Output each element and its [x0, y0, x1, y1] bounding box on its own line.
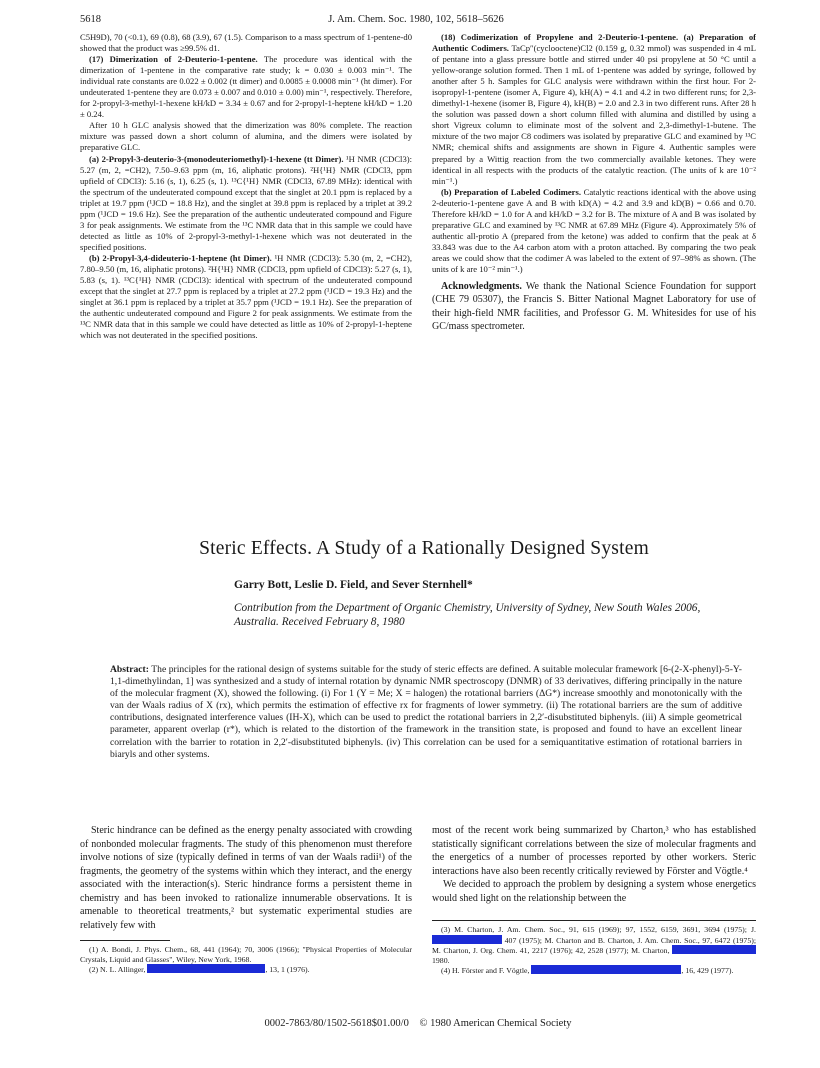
abstract-text: The principles for the rational design of systems suitable for the study of steric effects are defined. A suitable molecular framework [6-(2-X-phenyl)-5-Y-1,1-dimethylindan, 1] was synthesized and a study of internal rotation by dynamic NMR spectroscopy (DNMR) of 33 derivatives, differing principally in the nature of the molecular fragment (X), showed the following. (i) For 1 (Y = Me; X = halogen) the rotational barriers (ΔG*) increase smoothly and monotonically with the van der Waals radius of X (rx), which permits the estimation of effective rx for fragments of lower symmetry. (ii) The rotational barriers are the sum of additive contributions, designated interference values (IH-X), which can be used to predict the rotational barriers in 2,2′-disubstituted biphenyls. (iii) A simple geometrical parameter, apparent overlap (r*), which is related to the distortion of the framework in the transition state, is proposed and found to have an excellent linear correlation with the barrier to rotation in 2,2′-disubstituted biphenyls. (iv) This correlation can be used for a semiquantitative estimation of rotational barriers in biaryls and other systems. — [110, 664, 742, 760]
right-column-experimental — [432, 32, 756, 474]
footnote: (2) N. L. Allinger, , 13, 1 (1976). — [89, 965, 310, 975]
article-title: Steric Effects. A Study of a Rationally Designed System — [199, 538, 649, 559]
left-column-experimental — [80, 32, 412, 437]
journal-citation: J. Am. Chem. Soc. 1980, 102, 5618–5626 — [328, 14, 504, 25]
footnote: (4) H. Förster and F. Vögtle, , 16, 429 (1977). — [441, 966, 734, 976]
experimental-paragraph: C5H9D), 70 (<0.1), 69 (0.8), 68 (3.9), 67 (1.5). Comparison to a mass spectrum of 1-pentene-d0 showed that the product was ≥99.5% d1. — [80, 32, 412, 54]
abstract-label: Abstract: — [110, 664, 149, 675]
section-heading: (b) 2-Propyl-3,4-dideuterio-1-heptene (ht Dimer). — [89, 252, 272, 263]
body-text-left — [80, 824, 412, 934]
footnote: (3) M. Charton, J. Am. Chem. Soc., 91, 615 (1969); 97, 1552, 6159, 3691, 3694 (1975); J. 407 (1975); M. Charton and B. Charton, J. Am. Chem. Soc., 97, 6472 (1975); M. Charton, J. Org. Chem. 41, 2217 (1976); 42, 2528 (1977); M. Charton, 1980. — [432, 925, 756, 965]
article-authors: Garry Bott, Leslie D. Field, and Sever Sternhell* — [234, 579, 473, 591]
footnote-divider — [80, 940, 170, 941]
section-heading: (17) Dimerization of 2-Deuterio-1-pentene. — [89, 54, 258, 65]
redaction-box — [147, 964, 265, 973]
running-header — [80, 14, 752, 28]
section-heading: (b) Preparation of Labeled Codimers. — [441, 186, 581, 197]
experimental-paragraph: (a) 2-Propyl-3-deuterio-3-(monodeuteriomethyl)-1-hexene (tt Dimer). ¹H NMR (CDCl3): 5.27 (m, 2, =CH2), 7.50–9.63 ppm (m, 16, aliphatic protons). ²H{¹H} NMR (CDCl3, ppm upfield of CDCl3): 5.16 (s, 1), 6.25 (s, 1). ¹³C{¹H} NMR (CDCl3, 67.89 MHz): identical with the spectrum of the undeuterated compound except that the singlet at 20.1 ppm is replaced by a triplet at 19.7 ppm (¹JCD = 18.8 Hz), and the singlet at 39.8 ppm is replaced by a triplet at 39.2 ppm (¹JCD = 19.6 Hz). See the preparation of the authentic undeuterated compound and Figure 3 for peak assignments. We estimate from the ¹³C NMR data that in this sample we could have detected as little as 10% of 2-propyl-3-methyl-1-hexene which was not deuterated in the specified positions. — [80, 153, 412, 252]
redaction-box — [531, 965, 681, 974]
redaction-box — [672, 945, 756, 954]
article-code: 0002-7863/80/1502-5618$01.00/0 — [264, 1018, 409, 1029]
footnote: (1) A. Bondi, J. Phys. Chem., 68, 441 (1964); 70, 3006 (1966); "Physical Properties of Molecular Crystals, Liquid and Glasses", Wiley, New York, 1968. — [80, 945, 412, 964]
experimental-paragraph: (b) Preparation of Labeled Codimers. Catalytic reactions identical with the above using 2-deuterio-1-pentene gave A and B with kD(A) = 4.2 and 3.9 and kD(B) = 0.66 and 0.70. Therefore kH/kD = 1.0 for A and kH/kD = 3.2 for B. The mixture of A and B was isolated by preparative GLC and examined by ¹³C NMR at 67.89 MHz (Figure 4). Approximately 5% of authentic all-protio A (prepared from the ketone) was added to confirm that the peak at δ 33.843 was due to the A4 carbon atom with a proton attached. By comparing the two peak areas we could show that the codimer A was labeled to the extent of 97–98% as shown. (The units of k are 10⁻² min⁻¹.) — [432, 186, 756, 274]
experimental-paragraph: (18) Codimerization of Propylene and 2-Deuterio-1-pentene. (a) Preparation of Authentic Codimers. TaCp″(cyclooctene)Cl2 (0.159 g, 0.32 mmol) was suspended in 4 mL of pentane into a glass pressure bottle and stirred under 40 psi propylene at 50 °C until a yellow-orange solution formed. Then 1 mL of 1-pentene was added by syringe, followed by another after 5 h. Samples for GLC analysis were withdrawn within the first hour. For 2-isopropyl-1-pentene (isomer A, Figure 4), kH(A) = 4.1 and 4.2 in two different runs; for 2,3-dimethyl-1-hexene (isomer B, Figure 4), kH(B) = 2.0 and 2.3 in two different runs. After 28 h the solution was passed down a short column filled with alumina and distilled by using a short Vigreux column to eliminate most of the solvent and 2,3-dimethyl-1-butene. The mixture of the two major C8 codimers was isolated by preparative GLC and examined by ¹³C NMR; chemical shifts and assignments are shown in Figure 4. Authentic samples were prepared by a Wittig reaction from the two commercially available ketones. They were identical in all respects with the products of the catalytic reaction. (The units of k are 10⁻² min⁻¹.) — [432, 32, 756, 186]
section-heading: (18) Codimerization of Propylene and 2-Deuterio-1-pentene. (a) Preparation of Authentic Codimers. — [432, 32, 756, 54]
page-footer — [80, 1018, 756, 1029]
experimental-paragraph: (b) 2-Propyl-3,4-dideuterio-1-heptene (ht Dimer). ¹H NMR (CDCl3): 5.30 (m, 2, =CH2), 7.80–9.50 (m, 16, aliphatic protons). ²H{¹H} NMR (CDCl3, ppm upfield of CDCl3): 5.27 (s, 1), 5.83 (s, 1). ¹³C{¹H} NMR (CDCl3): identical with spectrum of the undeuterated compound except that the singlet at 27.7 ppm is replaced by a triplet at 27.2 ppm (¹JCD = 19.3 Hz) and the singlet at 36.1 ppm is replaced by a triplet at 35.7 ppm (¹JCD = 19.1 Hz). See the preparation of the authentic undeuterated compound and Figure 2 for peak assignments. We estimate from the ¹³C NMR data that in this sample we could have detected as little as 10% of 2-propyl-1-heptene which was not deuterated in the specified positions. — [80, 252, 412, 341]
acknowledgments: Acknowledgments. We thank the National Science Foundation for support (CHE 79 05307), the Francis S. Bitter National Magnet Laboratory for use of their high-field NMR facilities, and Professor G. M. Whitesides for use of his GC/mass spectrometer. — [432, 281, 756, 333]
abstract — [110, 664, 742, 796]
body-text-right — [432, 824, 756, 920]
footnotes-right — [432, 925, 756, 976]
body-paragraph: We decided to approach the problem by designing a system whose energetics would shed light on the relationship between the — [432, 879, 756, 904]
section-heading: (a) 2-Propyl-3-deuterio-3-(monodeuteriomethyl)-1-hexene (tt Dimer). — [89, 153, 344, 164]
redaction-box — [432, 935, 502, 944]
copyright-notice: © 1980 American Chemical Society — [419, 1018, 572, 1029]
experimental-paragraph: After 10 h GLC analysis showed that the dimerization was 80% complete. The reaction mixture was passed down a short column of alumina, and the dimers were isolated by preparative GLC. — [80, 120, 412, 153]
experimental-paragraph: (17) Dimerization of 2-Deuterio-1-pentene. The procedure was identical with the dimerization of 1-pentene in the comparative rate study; k = 0.030 ± 0.003 min⁻¹. The individual rate constants are 0.022 ± 0.002 (tt dimer) and 0.0085 ± 0.0008 min⁻¹ (ht dimer). For undeuterated 1-pentene they are 0.073 ± 0.007 and 0.010 ± 0.00) min⁻¹, respectively. Therefore, for 2-propyl-3-methyl-1-hexene kH/kD = 3.34 ± 0.67 and for 2-propyl-1-heptene kH/kD = 1.20 ± 0.24. — [80, 54, 412, 120]
body-paragraph: most of the recent work being summarized by Charton,³ who has established statistically significant correlations between the size of molecular fragments and the energetics of a number of processes reported by other workers. Steric interactions have also been recently critically reviewed by Förster and Vögtle.⁴ — [432, 825, 756, 877]
acknowledgments-heading: Acknowledgments. — [441, 281, 522, 293]
body-paragraph: Steric hindrance can be defined as the energy penalty associated with crowding of nonbonded molecular fragments. The study of this phenomenon must therefore involve notions of size (typically defined in terms of van der Waals radii¹) of the fragments, the geometry of the systems within which they interact, and the energy associated with the interaction(s). Steric hindrance forms a persistent theme in chemistry and has been invoked to rationalize innumerable observations. It is amenable to theoretical treatments,² but systematic experimental studies are relatively few with — [80, 825, 412, 931]
footnote-divider — [432, 920, 756, 921]
received-date: Received February 8, 1980 — [281, 616, 405, 628]
page-number: 5618 — [80, 14, 101, 25]
footnotes-left — [80, 945, 412, 975]
article-affiliation: Contribution from the Department of Organic Chemistry, University of Sydney, New South Wales 2006, Australia. Received February 8, 1980 — [234, 602, 701, 628]
